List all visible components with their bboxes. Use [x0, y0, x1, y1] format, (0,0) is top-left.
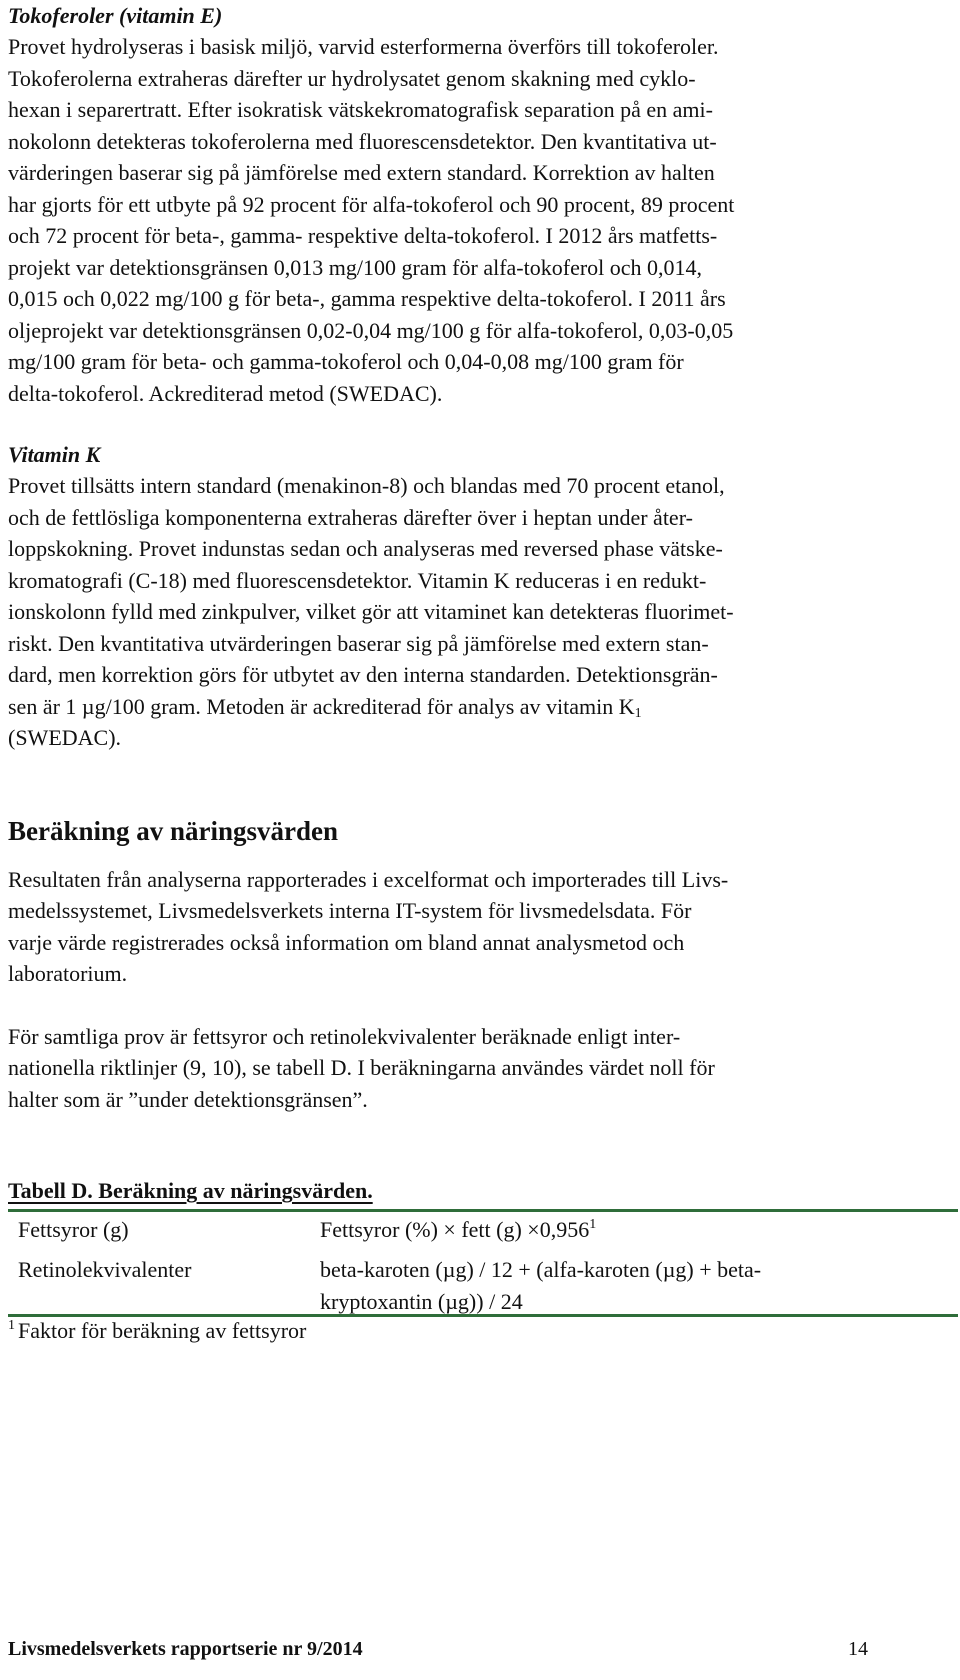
table-cell-label: Retinolekvivalenter: [18, 1257, 192, 1282]
document-page: [8, 0, 938, 1347]
text-line: nokolonn detekteras tokoferolerna med fluorescensdetektor. Den kvantitativa ut-: [8, 128, 717, 154]
paragraph-vitamin-k: [8, 470, 938, 754]
paragraph-tokoferoler: [8, 31, 938, 409]
text-line: 0,015 och 0,022 mg/100 g för beta-, gamma respektive delta-tokoferol. I 2011 års: [8, 286, 726, 311]
section-heading-tokoferoler: Tokoferoler (vitamin E): [8, 3, 223, 28]
table-cell-label: Fettsyror (g): [18, 1217, 129, 1242]
text-line-main: sen är 1 µg/100 gram. Metoden är ackrediterad för analys av vitamin K: [8, 693, 635, 719]
table-body: [8, 1209, 958, 1347]
formula-text: Fettsyror (%) × fett (g) ×0,956: [320, 1217, 590, 1242]
text-line: halter som är ”under detektionsgränsen”.: [8, 1086, 368, 1112]
footnote-mark: 1: [8, 1318, 15, 1333]
formula-line: beta-karoten (µg) / 12 + (alfa-karoten (µg) + beta-: [320, 1257, 762, 1282]
section-berakning: [8, 814, 938, 1116]
text-line: värderingen baserar sig på jämförelse med extern standard. Korrektion av halten: [8, 160, 715, 185]
text-line: oljeprojekt var detektionsgränsen 0,02-0,04 mg/100 g för alfa-tokoferol, 0,03-0,05: [8, 317, 734, 343]
table-footnote: [8, 1315, 958, 1347]
text-line: Provet tillsätts intern standard (menakinon-8) och blandas med 70 procent etanol,: [8, 473, 725, 498]
text-line: hexan i separertratt. Efter isokratisk vätskekromatografisk separation på en ami-: [8, 97, 713, 122]
paragraph-berakning-1: [8, 864, 938, 990]
table-row: [8, 1214, 958, 1246]
section-heading-vitamin-k: Vitamin K: [8, 442, 101, 467]
section-heading-berakning: Beräkning av näringsvärden: [8, 815, 339, 846]
table-cell-formula: [320, 1254, 920, 1318]
table-row: [8, 1254, 958, 1318]
text-line: dard, men korrektion görs för utbytet av den interna standarden. Detektionsgrän-: [8, 662, 718, 687]
subscript-mark: 1: [634, 705, 642, 721]
section-tokoferoler: [8, 0, 938, 409]
text-line: medelssystemet, Livsmedelsverkets interna IT-system för livsmedelsdata. För: [8, 898, 692, 923]
text-line: har gjorts för ett utbyte på 92 procent för alfa-tokoferol och 90 procent, 89 procent: [8, 191, 735, 217]
text-line: ionskolonn fylld med zinkpulver, vilket gör att vitaminet kan detekteras fluorimet-: [8, 599, 734, 624]
text-line: laboratorium.: [8, 961, 128, 986]
text-line: mg/100 gram för beta- och gamma-tokoferol och 0,04-0,08 mg/100 gram för: [8, 349, 684, 374]
table-cell-formula: [320, 1214, 920, 1246]
page-footer: [8, 1638, 868, 1661]
page-number: 14: [848, 1638, 868, 1660]
table-title: Tabell D. Beräkning av näringsvärden.: [8, 1178, 373, 1203]
text-line: [8, 691, 938, 723]
footnote-text: Faktor för beräkning av fettsyror: [18, 1318, 307, 1343]
text-line: Resultaten från analyserna rapporterades i excelformat och importerades till Livs-: [8, 866, 729, 892]
text-line: Tokoferolerna extraheras därefter ur hydrolysatet genom skakning med cyklo-: [8, 65, 696, 91]
section-vitamin-k: [8, 439, 938, 754]
paragraph-berakning-2: [8, 1021, 938, 1116]
text-line: riskt. Den kvantitativa utvärderingen baserar sig på jämförelse med extern stan-: [8, 630, 709, 656]
table-d: [8, 1177, 938, 1347]
text-line: kromatografi (C-18) med fluorescensdetektor. Vitamin K reduceras i en redukt-: [8, 567, 707, 593]
footnote-wrap: [8, 1315, 306, 1347]
text-line: nationella riktlinjer (9, 10), se tabell D. I beräkningarna användes värdet noll för: [8, 1055, 715, 1080]
text-line: varje värde registrerades också information om bland annat analysmetod och: [8, 929, 685, 955]
text-line: delta-tokoferol. Ackrediterad metod (SWEDAC).: [8, 380, 443, 406]
table-top-rule: [8, 1209, 958, 1212]
text-line: projekt var detektionsgränsen 0,013 mg/100 gram för alfa-tokoferol och 0,014,: [8, 254, 703, 280]
footer-series: Livsmedelsverkets rapportserie nr 9/2014: [8, 1638, 363, 1660]
text-line: och de fettlösliga komponenterna extraheras därefter över i heptan under åter-: [8, 504, 693, 530]
text-line: och 72 procent för beta-, gamma- respektive delta-tokoferol. I 2012 års matfetts-: [8, 223, 718, 248]
text-line: Provet hydrolyseras i basisk miljö, varvid esterformerna överförs till tokoferoler.: [8, 34, 719, 59]
text-line: För samtliga prov är fettsyror och retinolekvivalenter beräknade enligt inter-: [8, 1023, 681, 1049]
text-line: (SWEDAC).: [8, 725, 122, 750]
formula-line: kryptoxantin (µg)) / 24: [320, 1289, 523, 1314]
text-line: loppskokning. Provet indunstas sedan och analyseras med reversed phase vätske-: [8, 536, 723, 561]
footnote-ref: 1: [589, 1217, 597, 1232]
